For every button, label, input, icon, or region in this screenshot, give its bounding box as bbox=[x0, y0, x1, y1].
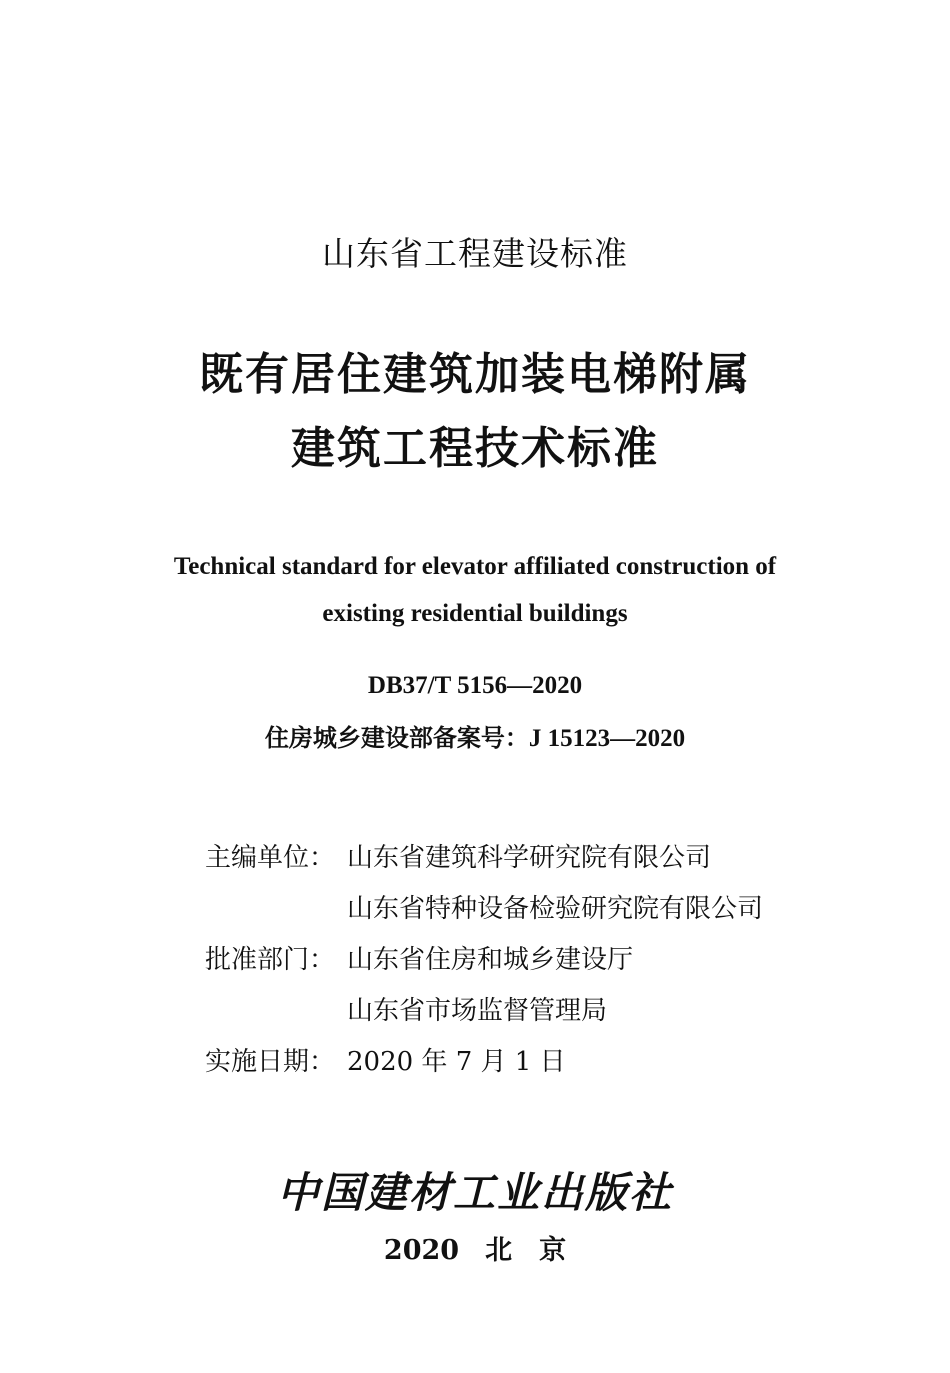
approver-1: 山东省住房和城乡建设厅 bbox=[347, 945, 634, 975]
approver-row-1 bbox=[205, 939, 633, 976]
english-title-line-1: Technical standard for elevator affiliated construction of bbox=[173, 553, 777, 580]
editor-row-2 bbox=[205, 888, 763, 925]
approver-2: 山东省市场监督管理局 bbox=[347, 996, 608, 1026]
editor-1: 山东省建筑科学研究院有限公司 bbox=[347, 843, 712, 873]
record-value: J 15123—2020 bbox=[528, 725, 686, 752]
effective-date: 2020 年 7 月 1 日 bbox=[347, 1047, 566, 1077]
publication-year: 2020 bbox=[383, 1235, 460, 1266]
record-label: 住房城乡建设部备案号： bbox=[264, 724, 529, 752]
publisher-logo: 中国建材工业出版社 bbox=[276, 1168, 673, 1217]
editor-label: 主编单位： bbox=[205, 843, 336, 873]
date-row bbox=[205, 1041, 566, 1078]
series-title: 山东省工程建设标准 bbox=[322, 234, 628, 273]
standard-code: DB37/T 5156—2020 bbox=[367, 672, 583, 699]
editor-row-1 bbox=[205, 837, 711, 874]
publication-city: 北 京 bbox=[485, 1235, 567, 1266]
document-title-line-1: 既有居住建筑加装电梯附属 bbox=[199, 349, 751, 400]
english-title-line-2: existing residential buildings bbox=[322, 600, 628, 627]
document-title-line-2: 建筑工程技术标准 bbox=[291, 423, 659, 474]
date-label: 实施日期： bbox=[205, 1047, 336, 1077]
approver-label: 批准部门： bbox=[205, 945, 336, 975]
editor-2: 山东省特种设备检验研究院有限公司 bbox=[347, 894, 764, 924]
approver-row-2 bbox=[205, 990, 607, 1027]
record-number bbox=[0, 718, 950, 753]
publication-place bbox=[0, 1228, 950, 1267]
